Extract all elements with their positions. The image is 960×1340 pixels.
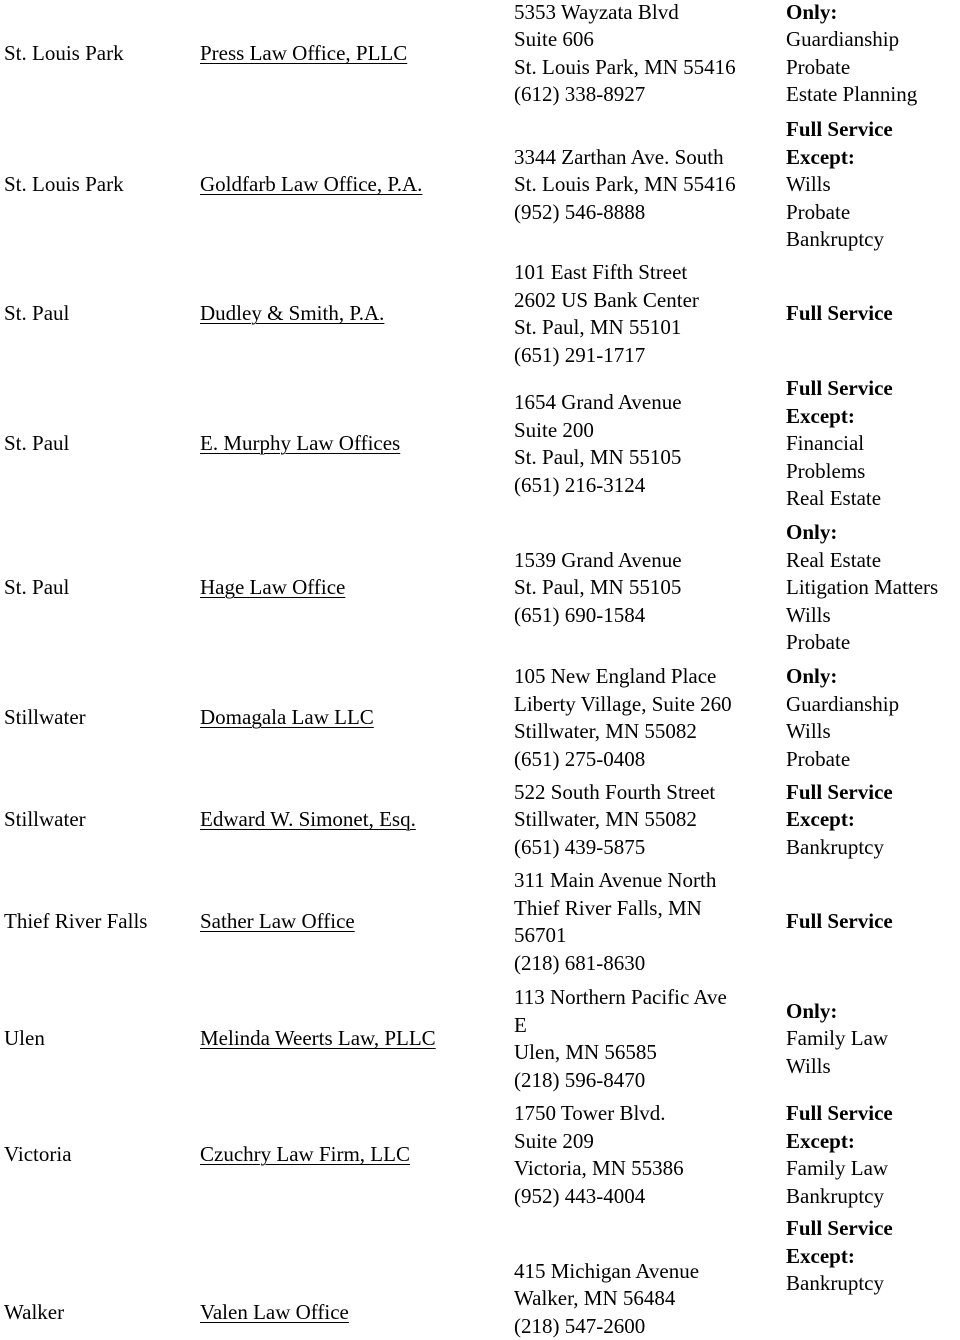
address-line: 311 Main Avenue North: [514, 868, 717, 892]
city-cell: [4, 662, 194, 774]
service-item: Wills: [786, 1053, 831, 1078]
firm-link[interactable]: Hage Law Office: [200, 575, 346, 600]
firm-cell: [200, 1099, 500, 1211]
firm-link[interactable]: Valen Law Office: [200, 1299, 349, 1324]
address-line: St. Louis Park, MN 55416: [514, 54, 736, 79]
firm-cell: [200, 1215, 500, 1340]
city-cell: [4, 866, 194, 978]
address-cell: [514, 778, 779, 862]
address-line: 1750 Tower Blvd.: [514, 1101, 666, 1125]
address-line: Victoria, MN 55386: [514, 1156, 684, 1180]
service-item: Wills: [786, 719, 831, 743]
table-row: [0, 1215, 960, 1340]
address-line: 2602 US Bank Center: [514, 287, 699, 312]
service-item: Bankruptcy: [786, 227, 884, 252]
firm-cell: [200, 0, 500, 107]
firm-link[interactable]: Czuchry Law Firm, LLC: [200, 1142, 410, 1167]
city-text: Walker: [4, 1299, 65, 1324]
address-line: Suite 200: [514, 417, 594, 442]
address-line: Stillwater, MN 55082: [514, 807, 697, 832]
address-line: St. Paul, MN 55105: [514, 445, 682, 469]
table-row: [0, 518, 960, 658]
address-line: St. Paul, MN 55105: [514, 575, 682, 600]
city-text: St. Paul: [4, 575, 70, 600]
firm-link[interactable]: Dudley & Smith, P.A.: [200, 301, 385, 326]
address-line: Suite 606: [514, 27, 594, 51]
address-line: Liberty Village, Suite 260: [514, 691, 732, 716]
address-line: 113 Northern Pacific Ave: [514, 985, 727, 1009]
services-cell: [786, 258, 960, 370]
service-item: Guardianship: [786, 27, 900, 51]
address-cell: [514, 662, 779, 774]
city-text: Ulen: [4, 1026, 45, 1051]
address-cell: [514, 983, 779, 1095]
phone-number: (651) 439-5875: [514, 834, 646, 859]
address-line: Suite 209: [514, 1128, 594, 1153]
city-text: Stillwater: [4, 807, 86, 832]
address-line: 5353 Wayzata Blvd: [514, 0, 679, 24]
address-line: 1654 Grand Avenue: [514, 390, 682, 414]
table-row: [0, 258, 960, 370]
service-item: Guardianship: [786, 691, 900, 716]
firm-link[interactable]: Edward W. Simonet, Esq.: [200, 807, 416, 832]
service-heading: Full Service Except:: [786, 1101, 893, 1153]
city-text: Thief River Falls: [4, 909, 148, 934]
service-item: Bankruptcy: [786, 1271, 884, 1295]
city-text: St. Paul: [4, 431, 70, 456]
service-item: Probate: [786, 746, 851, 771]
firm-link[interactable]: Domagala Law LLC: [200, 705, 374, 730]
service-heading: Full Service Except:: [786, 779, 893, 832]
service-item: Probate: [786, 630, 851, 655]
city-cell: [4, 374, 194, 514]
service-item: Bankruptcy: [786, 1183, 884, 1208]
city-cell: [4, 258, 194, 370]
service-item: Real Estate: [786, 486, 882, 511]
services-cell: [786, 114, 960, 256]
firm-cell: [200, 983, 500, 1095]
table-row: [0, 866, 960, 978]
address-cell: [514, 258, 779, 370]
address-line: 101 East Fifth Street: [514, 260, 688, 284]
table-row: [0, 662, 960, 774]
services-cell: [786, 866, 960, 978]
service-item: Wills: [786, 172, 831, 197]
service-item: Litigation Matters: [786, 575, 939, 600]
phone-number: (218) 681-8630: [514, 950, 646, 975]
service-heading: Only:: [786, 664, 838, 688]
firm-cell: [200, 778, 500, 862]
city-cell: [4, 518, 194, 658]
address-cell: [514, 374, 779, 514]
services-cell: [786, 1215, 960, 1340]
service-item: Probate: [786, 199, 851, 224]
address-line: Stillwater, MN 55082: [514, 719, 697, 743]
service-heading: Full Service: [786, 909, 893, 934]
firm-cell: [200, 866, 500, 978]
phone-number: (952) 443-4004: [514, 1183, 646, 1208]
service-heading: Full Service: [786, 301, 893, 326]
address-line: 105 New England Place: [514, 664, 717, 688]
address-cell: [514, 114, 779, 256]
services-cell: [786, 0, 960, 107]
firm-link[interactable]: Press Law Office, PLLC: [200, 40, 408, 65]
services-cell: [786, 374, 960, 514]
services-cell: [786, 778, 960, 862]
address-cell: [514, 866, 779, 978]
address-cell: [514, 1215, 779, 1340]
city-cell: [4, 778, 194, 862]
address-line: Ulen, MN 56585: [514, 1040, 657, 1064]
services-cell: [786, 1099, 960, 1211]
address-line: E: [514, 1012, 527, 1037]
phone-number: (651) 275-0408: [514, 746, 646, 771]
city-text: St. Paul: [4, 301, 70, 326]
city-cell: [4, 983, 194, 1095]
service-heading: Only:: [786, 0, 838, 24]
city-cell: [4, 1099, 194, 1211]
firm-cell: [200, 662, 500, 774]
firm-cell: [200, 114, 500, 256]
address-line: 3344 Zarthan Ave. South: [514, 144, 724, 169]
address-line: St. Louis Park, MN 55416: [514, 172, 736, 197]
service-item: Family Law: [786, 1156, 889, 1180]
firm-link[interactable]: Goldfarb Law Office, P.A.: [200, 172, 423, 197]
firm-link[interactable]: Sather Law Office: [200, 909, 355, 934]
firm-link[interactable]: E. Murphy Law Offices: [200, 431, 401, 456]
address-line: Thief River Falls, MN: [514, 895, 702, 920]
services-cell: [786, 662, 960, 774]
address-cell: [514, 518, 779, 658]
table-row: [0, 778, 960, 862]
address-line: 1539 Grand Avenue: [514, 547, 682, 572]
city-text: St. Louis Park: [4, 40, 124, 65]
service-item: Probate: [786, 54, 851, 79]
address-line: St. Paul, MN 55101: [514, 315, 682, 339]
phone-number: (651) 291-1717: [514, 342, 646, 367]
city-cell: [4, 1215, 194, 1340]
service-heading: Full Service Except:: [786, 1216, 893, 1268]
city-text: St. Louis Park: [4, 172, 124, 197]
address-line: Walker, MN 56484: [514, 1286, 676, 1310]
firm-cell: [200, 374, 500, 514]
service-item: Real Estate: [786, 547, 882, 572]
service-heading: Only:: [786, 520, 838, 545]
phone-number: (651) 216-3124: [514, 472, 646, 497]
service-item: Financial: [786, 431, 865, 456]
phone-number: (612) 338-8927: [514, 82, 646, 106]
phone-number: (218) 596-8470: [514, 1067, 646, 1092]
city-cell: [4, 0, 194, 107]
firm-link[interactable]: Melinda Weerts Law, PLLC: [200, 1026, 436, 1051]
phone-number: (218) 547-2600: [514, 1313, 646, 1338]
services-cell: [786, 983, 960, 1095]
firm-cell: [200, 258, 500, 370]
service-item: Estate Planning: [786, 82, 918, 106]
table-row: [0, 1099, 960, 1211]
city-text: Stillwater: [4, 705, 86, 730]
address-cell: [514, 0, 779, 107]
service-heading: Full Service Except:: [786, 117, 893, 169]
service-heading: Only:: [786, 998, 838, 1023]
service-item: Problems: [786, 458, 866, 483]
city-cell: [4, 114, 194, 256]
table-row: [0, 0, 960, 107]
firm-cell: [200, 518, 500, 658]
service-item: Bankruptcy: [786, 834, 884, 859]
address-line: 522 South Fourth Street: [514, 779, 716, 804]
service-item: Family Law: [786, 1026, 889, 1051]
table-row: [0, 114, 960, 256]
phone-number: (651) 690-1584: [514, 602, 646, 627]
service-item: Wills: [786, 602, 831, 627]
table-row: [0, 983, 960, 1095]
address-cell: [514, 1099, 779, 1211]
service-heading: Full Service Except:: [786, 376, 893, 428]
services-cell: [786, 518, 960, 658]
city-text: Victoria: [4, 1142, 72, 1167]
address-line: 56701: [514, 923, 567, 947]
table-row: [0, 374, 960, 514]
phone-number: (952) 546-8888: [514, 199, 646, 224]
address-line: 415 Michigan Avenue: [514, 1258, 700, 1283]
